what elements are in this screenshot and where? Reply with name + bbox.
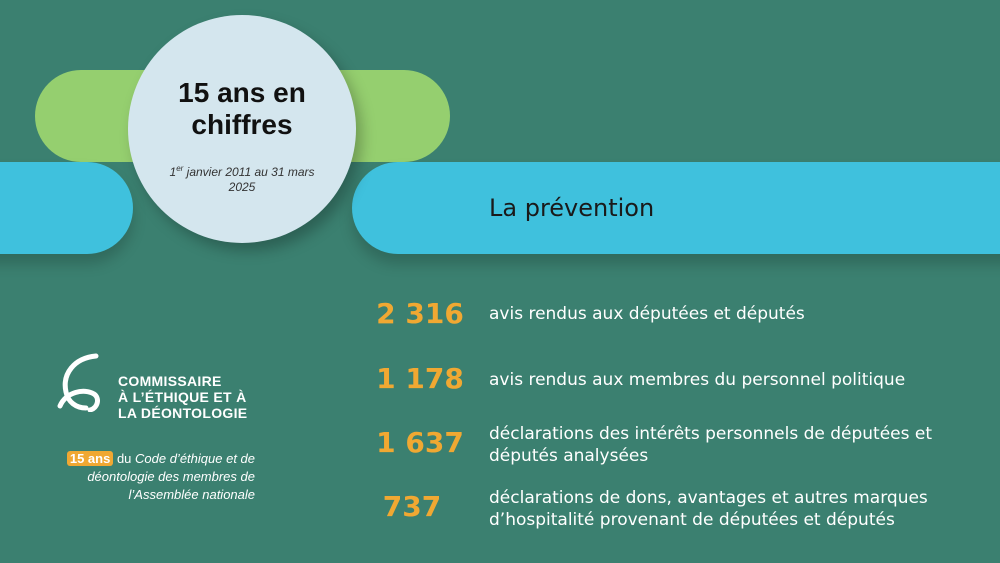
date-range (162, 161, 322, 195)
logo-line-3: LA DÉONTOLOGIE (118, 405, 248, 421)
stat-value: 1 637 (376, 426, 464, 459)
title-circle (128, 15, 356, 243)
tagline (40, 450, 255, 504)
date-range-prefix: 1 (169, 165, 177, 179)
logo-text (118, 373, 247, 421)
title-line-1: 15 ans en (178, 77, 306, 108)
stat-description: déclarations de dons, avantages et autres marques d’hospitalité provenant de députées et députés (489, 488, 928, 530)
logo-line-2: À L’ÉTHIQUE ET À (118, 389, 247, 405)
stat-description: déclarations des intérêts personnels de députées et députés analysées (489, 424, 933, 466)
logo-line-1: COMMISSAIRE (118, 373, 222, 389)
date-range-rest: janvier 2011 au 31 mars 2025 (183, 165, 315, 194)
stat-description: avis rendus aux députées et députés (489, 304, 805, 324)
anniversary-badge: 15 ans (67, 451, 113, 466)
section-title: La prévention (489, 194, 655, 222)
stat-value: 737 (382, 490, 442, 523)
date-range-sup: er (176, 164, 184, 173)
stat-value: 1 178 (376, 362, 464, 395)
commissioner-logo-icon (56, 352, 108, 412)
title-line-2: chiffres (191, 109, 293, 140)
stat-description: avis rendus aux membres du personnel politique (489, 370, 906, 390)
stat-value: 2 316 (376, 297, 464, 330)
page-title (148, 77, 336, 141)
section-banner (352, 162, 1000, 254)
tagline-text: Code d’éthique et de déontologie des membres de l’Assemblée nationale (87, 451, 255, 502)
cyan-left-pill (0, 162, 133, 254)
tagline-connector: du (113, 451, 136, 466)
